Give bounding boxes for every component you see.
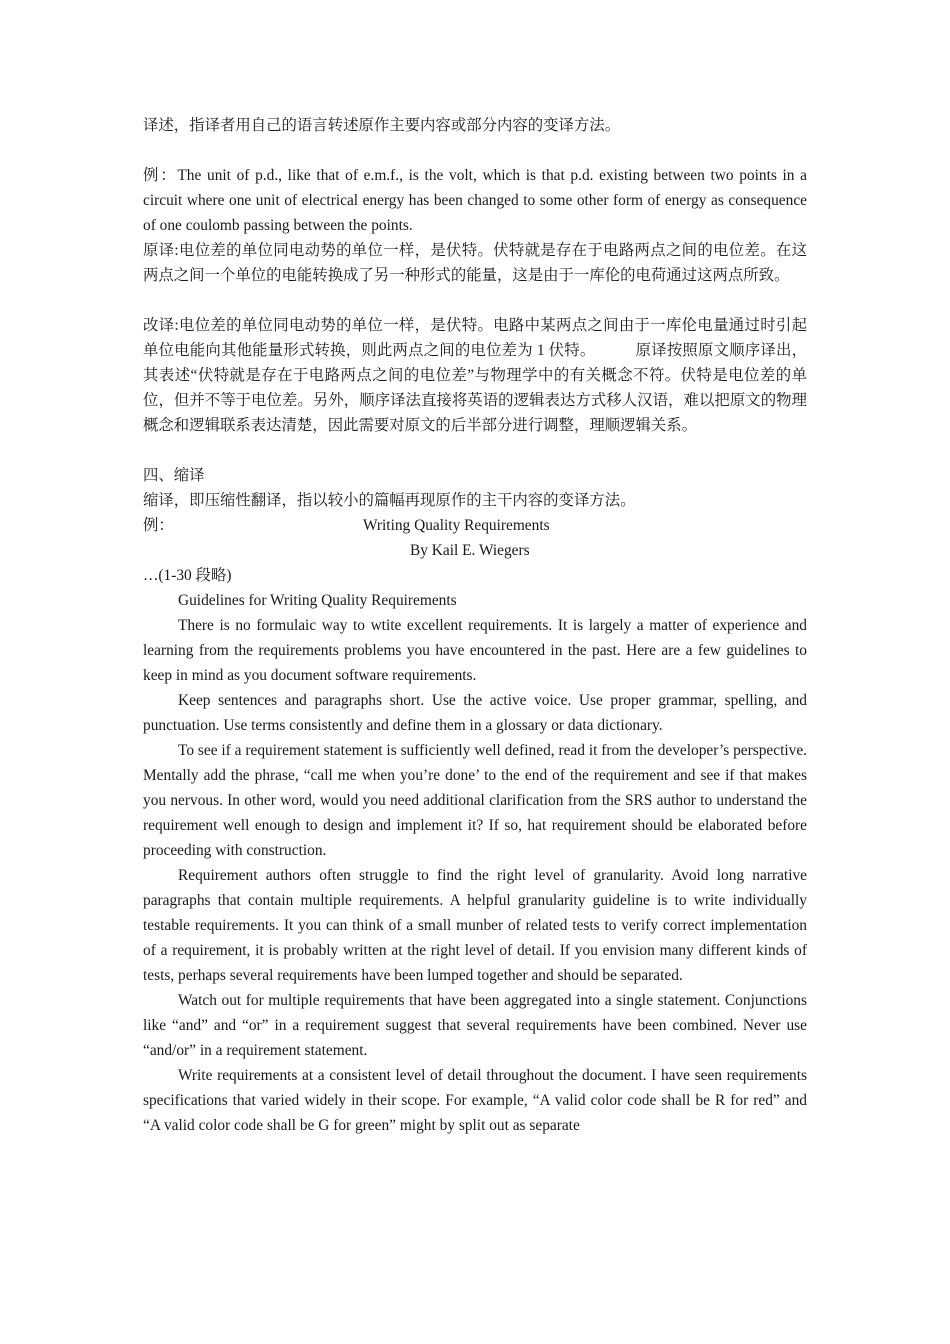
article-paragraph: There is no formulaic way to wtite excellent requirements. It is largely a matter of experience and learning from the requirements problems you have encountered in the past. Here are a few guidelines to keep in mind as you document software requirements.	[143, 617, 807, 684]
spacer	[143, 438, 807, 463]
spacer	[143, 288, 807, 313]
article-paragraph: Requirement authors often struggle to find the right level of granularity. Avoid long narrative paragraphs that contain multiple requirements. A helpful granularity guideline is to write individually testable requirements. It you can think of a small munber of related tests to verify correct implementation of a requirement, it is probably written at the right level of detail. If you envision many different kinds of tests, perhaps several requirements have been lumped together and should be separated.	[143, 867, 807, 984]
condensed-translation-definition: 缩译，即压缩性翻译，指以较小的篇幅再现原作的主干内容的变译方法。	[143, 492, 636, 509]
revised-translation: 改译:电位差的单位同电动势的单位一样，是伏特。电路中某两点之间由于一库伦电量通过时引起单位电能向其他能量形式转换，则此两点之间的电位差为 1 伏特。	[143, 317, 807, 359]
document-page	[143, 113, 807, 1138]
article-author: By Kail E. Wiegers	[410, 542, 530, 559]
omitted-paragraphs-note: …(1-30 段略)	[143, 567, 232, 584]
article-title: Writing Quality Requirements	[363, 517, 550, 534]
article-subheading: Guidelines for Writing Quality Requirements	[178, 592, 457, 609]
article-paragraph: Watch out for multiple requirements that have been aggregated into a single statement. Conjunctions like “and” and “or” in a requirement suggest that several requirements have been combined. Never use “and/or” in a requirement statement.	[143, 992, 807, 1059]
paraphrase-definition: 译述，指译者用自己的语言转述原作主要内容或部分内容的变译方法。	[143, 117, 621, 134]
example-english: 例：The unit of p.d., like that of e.m.f., is the volt, which is that p.d. existing between two points in a circuit where one unit of electrical energy has been changed to some other form of energy as consequence of one coulomb passing between the points.	[143, 167, 807, 234]
spacer	[143, 138, 807, 163]
example-label: 例：	[143, 517, 174, 534]
original-translation: 原译:电位差的单位同电动势的单位一样，是伏特。伏特就是存在于电路两点之间的电位差。在这两点之间一个单位的电能转换成了另一种形式的能量，这是由于一库伦的电荷通过这两点所致。	[143, 242, 807, 284]
section-heading: 四、缩译	[143, 467, 205, 484]
revised-translation-block	[143, 313, 807, 438]
article-paragraph: To see if a requirement statement is sufficiently well defined, read it from the developer’s perspective. Mentally add the phrase, “call me when you’re done’ to the end of the requirement and see if that makes you nervous. In other word, would you need additional clarification from the SRS author to understand the requirement well enough to design and implement it? If so, hat requirement should be elaborated before proceeding with construction.	[143, 742, 807, 859]
translation-analysis: 原译按照原文顺序译出，其表述“伏特就是存在于电路两点之间的电位差”与物理学中的有关概念不符。伏特是电位差的单位，但并不等于电位差。另外，顺序译法直接将英语的逻辑表达方式移人汉语，难以把原文的物理概念和逻辑联系表达清楚，因此需要对原文的后半部分进行调整，理顺逻辑关系。	[143, 342, 807, 434]
article-paragraph: Keep sentences and paragraphs short. Use the active voice. Use proper grammar, spelling, and punctuation. Use terms consistently and define them in a glossary or data dictionary.	[143, 692, 807, 734]
example-title-row	[143, 513, 807, 538]
article-paragraph: Write requirements at a consistent level of detail throughout the document. I have seen requirements specifications that varied widely in their scope. For example, “A valid color code shall be R for red” and “A valid color code shall be G for green” might by split out as separate	[143, 1067, 807, 1134]
